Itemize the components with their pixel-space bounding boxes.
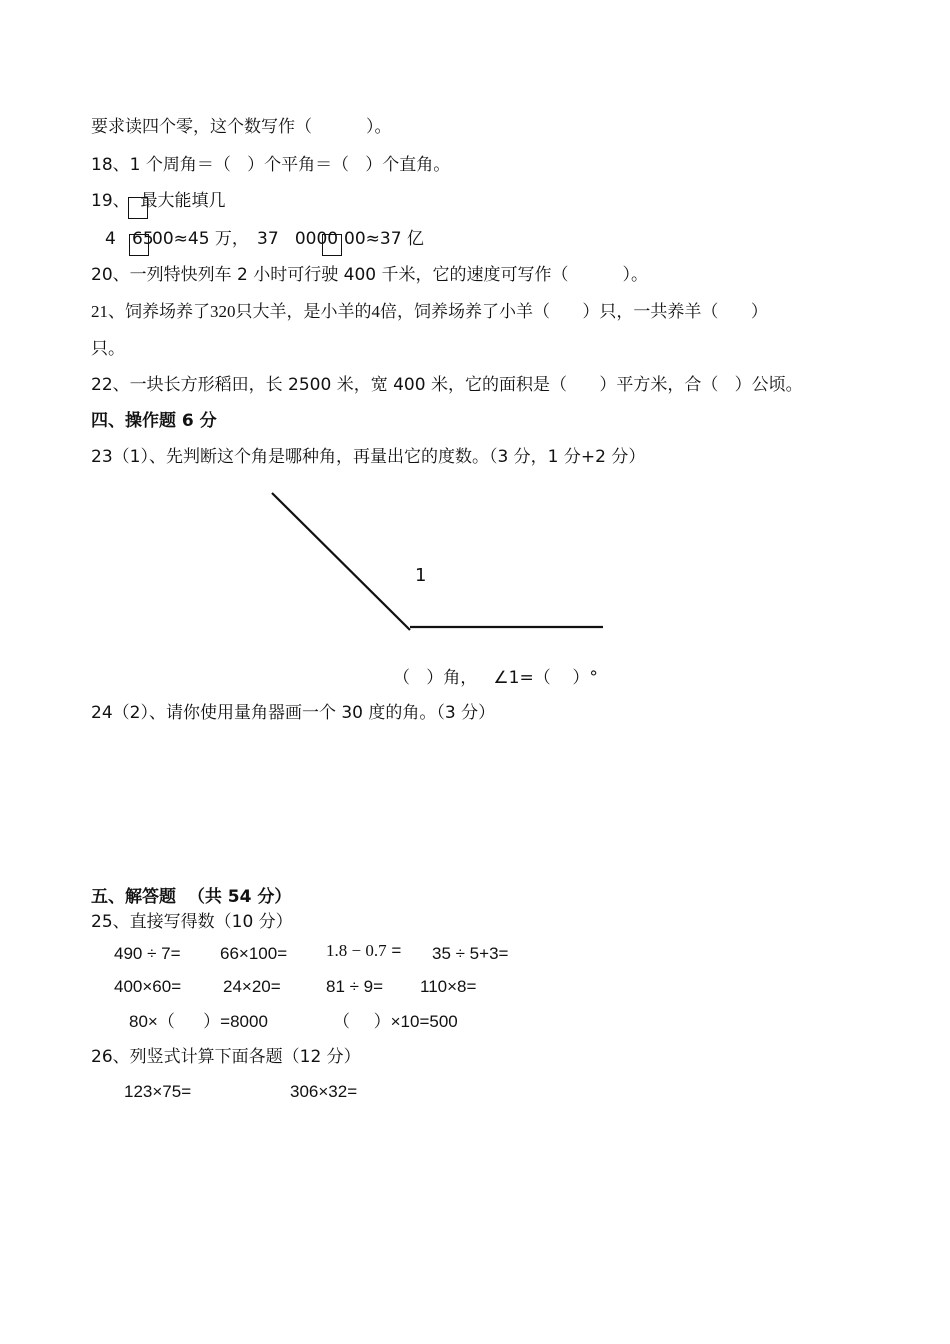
q25-item-r3c1: 80×（ ）=8000 [129, 1012, 268, 1031]
q26-item-2: 306×32= [290, 1082, 358, 1101]
q25-fraction-equals: = [386, 941, 402, 960]
q21-continuation: 只。 [91, 339, 125, 359]
q21-number: 21 [91, 302, 108, 321]
q25-item-r2c4: 110×8= [420, 977, 477, 996]
q17-continuation: 要求读四个零，这个数写作（ ）。 [91, 117, 392, 137]
q23-text: 23（1）、先判断这个角是哪种角，再量出它的度数。（3 分，1 分+2 分） [91, 447, 646, 467]
q21-part-b: 只大羊，是小羊的 [235, 302, 372, 322]
q23-answer-line: （ ）角， ∠1=（ ）° [393, 668, 598, 688]
q19-item-b-prefix: 37 0000 [257, 229, 339, 249]
q25-item-r1c2: 66×100= [220, 944, 288, 963]
q18-text: 18、1 个周角＝（ ）个平角＝（ ）个直角。 [91, 155, 451, 175]
q19-item-b-suffix: 00≈37 亿 [344, 229, 424, 249]
q25-item-r2c3: 81 ÷ 9= [326, 977, 384, 996]
q20-text: 20、一列特快列车 2 小时可行驶 400 千米，它的速度可写作（ ）。 [91, 265, 649, 285]
q19-item-a-suffix: 00≈45 万， [152, 229, 249, 249]
section-4-heading: 四、操作题 6 分 [91, 411, 217, 431]
q19-title: 19、 最大能填几 [91, 191, 226, 211]
q25-item-r3c2: （ ）×10=500 [333, 1012, 458, 1031]
q21-part-c: 倍，饲养场养了小羊（ ）只，一共养羊（ ） [380, 302, 768, 322]
q24-text: 24（2）、请你使用量角器画一个 30 度的角。（3 分） [91, 703, 496, 723]
q21-number-320: 320 [210, 302, 236, 321]
angle-label: 1 [415, 565, 427, 586]
q22-text: 22、一块长方形稻田，长 2500 米，宽 400 米，它的面积是（ ）平方米，合（ ）公顷。 [91, 375, 803, 395]
q26-text: 26、列竖式计算下面各题（12 分） [91, 1047, 361, 1067]
q25-text: 25、直接写得数（10 分） [91, 912, 293, 932]
q21-number-4: 4 [371, 302, 380, 321]
q25-fraction-expression: 1.8 − 0.7 [326, 941, 387, 960]
q25-item-r2c1: 400×60= [114, 977, 182, 996]
q21-part-a: 、饲养场养了 [108, 302, 210, 322]
q25-item-r1c1: 490 ÷ 7= [114, 944, 181, 963]
q25-item-r1c3 [326, 940, 401, 962]
section-5-heading: 五、解答题 （共 54 分） [91, 887, 292, 907]
q19-item-a-prefix: 4 65 [105, 229, 154, 249]
angle-ray-slanted [272, 493, 410, 630]
q26-item-1: 123×75= [124, 1082, 192, 1101]
q25-item-r2c2: 24×20= [223, 977, 281, 996]
q25-item-r1c4: 35 ÷ 5+3= [432, 944, 509, 963]
